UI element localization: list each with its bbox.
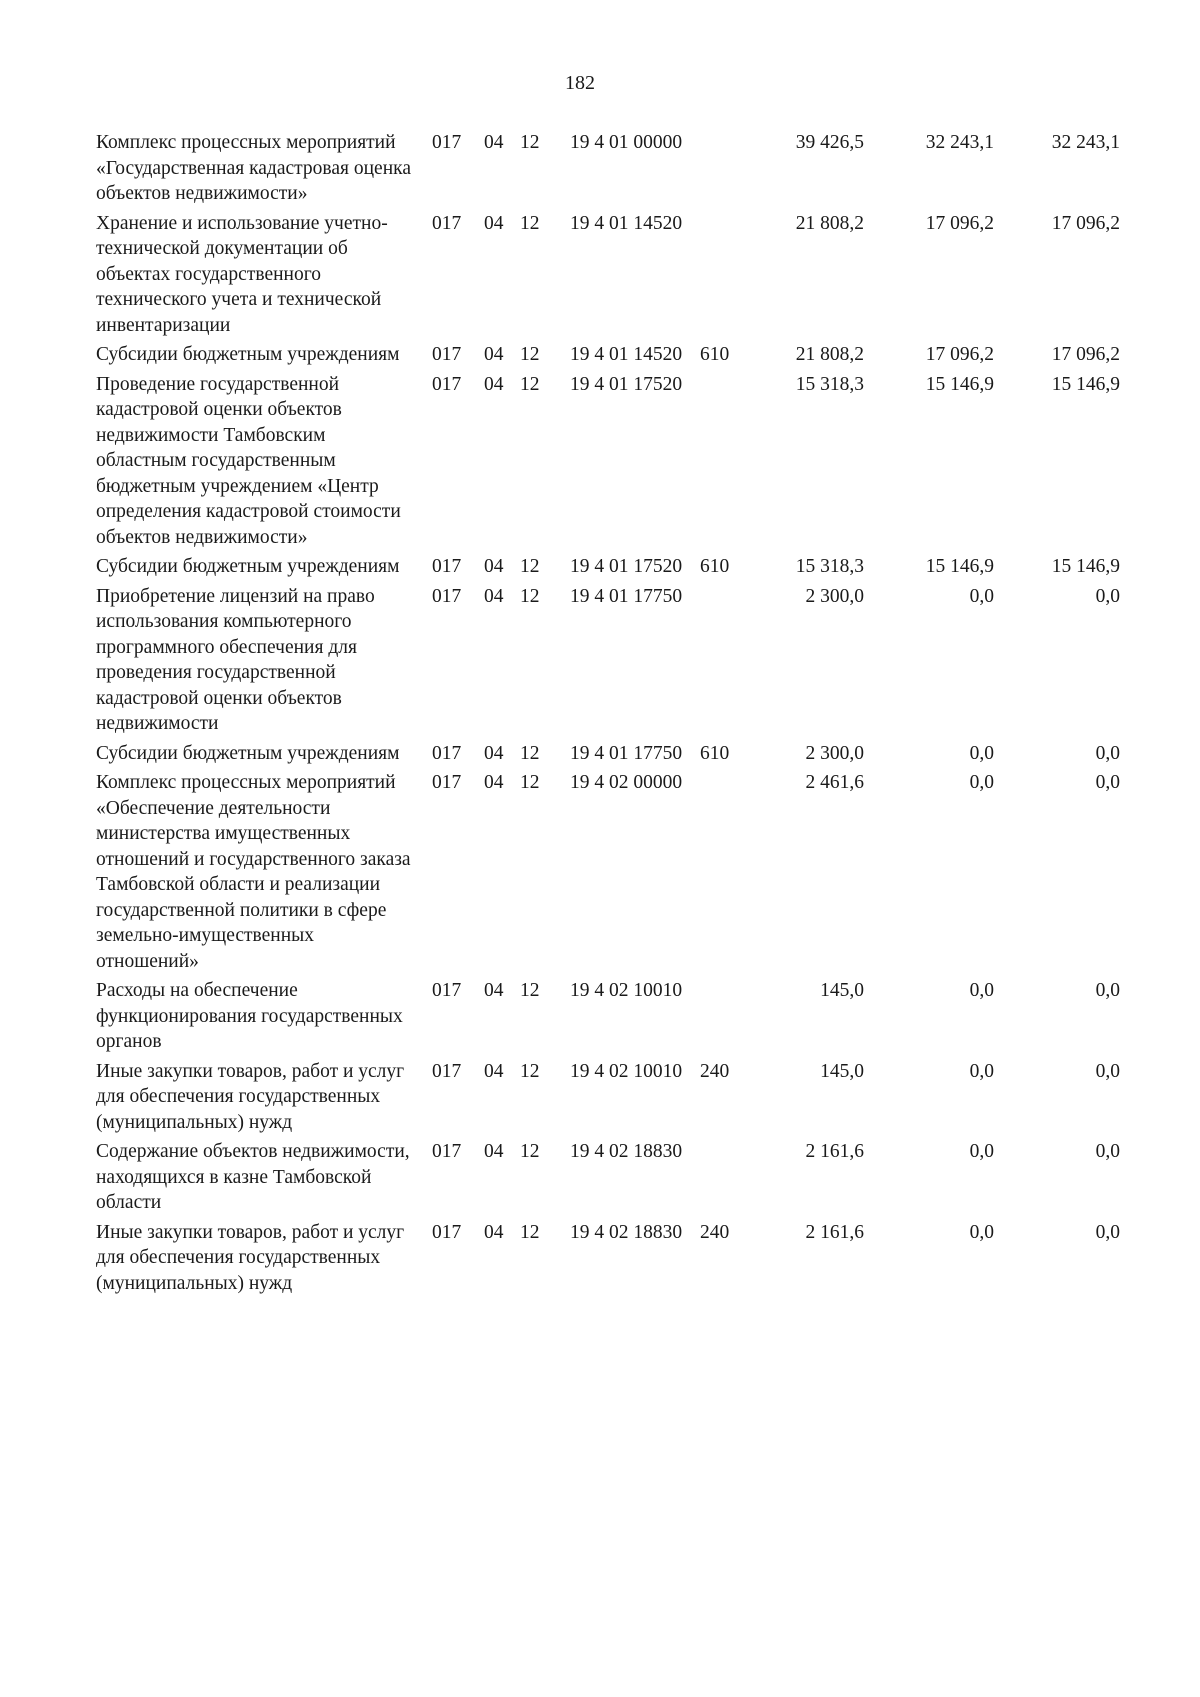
row-amount-3: 0,0 [1095, 1141, 1120, 1162]
row-grbs: 017 [432, 132, 462, 153]
table-row [96, 554, 1176, 580]
row-name: Субсидии бюджетным учреждениям [96, 556, 400, 577]
row-grbs: 017 [432, 344, 462, 365]
row-amount-3: 0,0 [1095, 980, 1120, 1001]
row-target-article: 19 4 02 10010 [570, 980, 683, 1001]
table-row [96, 770, 1176, 974]
row-expense-type: 610 [700, 742, 730, 764]
row-amount-1: 21 808,2 [795, 212, 864, 234]
row-subsection: 12 [520, 1060, 540, 1082]
row-amount-2: 0,0 [969, 742, 994, 764]
row-amount-2: 32 243,1 [925, 132, 994, 153]
row-subsection: 12 [520, 132, 540, 153]
row-amount-1: 15 318,3 [795, 373, 864, 395]
row-grbs: 017 [432, 772, 462, 793]
budget-table [96, 130, 1176, 1296]
row-amount-1: 2 161,6 [805, 1221, 864, 1243]
row-amount-1: 2 300,0 [805, 742, 864, 764]
row-name: Расходы на обеспечение функционирования государственных органов [96, 980, 403, 1052]
row-amount-3: 0,0 [1095, 772, 1120, 793]
table-row [96, 372, 1176, 551]
row-target-article: 19 4 01 14520 [570, 344, 683, 365]
row-section: 04 [484, 556, 504, 577]
row-name: Субсидии бюджетным учреждениям [96, 742, 400, 764]
row-subsection: 12 [520, 585, 540, 607]
row-grbs: 017 [432, 373, 462, 395]
row-grbs: 017 [432, 980, 462, 1001]
row-amount-3: 0,0 [1095, 742, 1120, 764]
row-amount-1: 15 318,3 [795, 556, 864, 577]
row-subsection: 12 [520, 772, 540, 793]
row-subsection: 12 [520, 1221, 540, 1243]
row-target-article: 19 4 01 00000 [570, 132, 683, 153]
row-amount-1: 21 808,2 [795, 344, 864, 365]
row-target-article: 19 4 01 17750 [570, 585, 683, 607]
row-amount-3: 15 146,9 [1051, 556, 1120, 577]
row-subsection: 12 [520, 980, 540, 1001]
row-amount-3: 32 243,1 [1051, 132, 1120, 153]
row-name: Иные закупки товаров, работ и услуг для обеспечения государственных (муниципальных) нужд [96, 1221, 405, 1294]
row-amount-2: 15 146,9 [925, 556, 994, 577]
table-row [96, 342, 1176, 368]
table-row [96, 741, 1176, 767]
row-section: 04 [484, 1221, 504, 1243]
row-amount-2: 17 096,2 [925, 212, 994, 234]
row-name: Приобретение лицензий на право использования компьютерного программного обеспечения для проведения государственной кадастровой оценки объектов недвижимости [96, 585, 375, 734]
row-amount-2: 0,0 [969, 1141, 994, 1162]
row-amount-2: 0,0 [969, 980, 994, 1001]
row-grbs: 017 [432, 742, 462, 764]
row-target-article: 19 4 01 17520 [570, 373, 683, 395]
row-section: 04 [484, 1141, 504, 1162]
row-subsection: 12 [520, 373, 540, 395]
table-row [96, 1139, 1176, 1216]
row-section: 04 [484, 212, 504, 234]
row-subsection: 12 [520, 556, 540, 577]
table-row [96, 978, 1176, 1055]
row-section: 04 [484, 1060, 504, 1082]
row-section: 04 [484, 772, 504, 793]
row-target-article: 19 4 02 18830 [570, 1221, 683, 1243]
row-section: 04 [484, 742, 504, 764]
row-grbs: 017 [432, 212, 462, 234]
row-name: Комплекс процессных мероприятий «Обеспечение деятельности министерства имущественных отношений и государственного заказа Тамбовской области и реализации государственной политики в сфере земельно-имущественных отношений» [96, 772, 411, 972]
table-row [96, 130, 1176, 207]
row-subsection: 12 [520, 212, 540, 234]
row-grbs: 017 [432, 1141, 462, 1162]
row-target-article: 19 4 02 00000 [570, 772, 683, 793]
row-amount-3: 15 146,9 [1051, 373, 1120, 395]
row-amount-1: 145,0 [820, 980, 864, 1001]
row-expense-type: 240 [700, 1221, 730, 1243]
row-amount-2: 0,0 [969, 772, 994, 793]
row-amount-1: 2 461,6 [805, 772, 864, 793]
row-amount-2: 0,0 [969, 1221, 994, 1243]
row-amount-2: 0,0 [969, 585, 994, 607]
row-amount-2: 0,0 [969, 1060, 994, 1082]
row-amount-2: 15 146,9 [925, 373, 994, 395]
row-expense-type: 610 [700, 344, 730, 365]
row-amount-3: 0,0 [1095, 585, 1120, 607]
row-section: 04 [484, 585, 504, 607]
row-target-article: 19 4 02 18830 [570, 1141, 683, 1162]
row-name: Содержание объектов недвижимости, находящихся в казне Тамбовской области [96, 1141, 410, 1213]
table-row [96, 1220, 1176, 1297]
row-expense-type: 240 [700, 1060, 730, 1082]
row-grbs: 017 [432, 556, 462, 577]
row-amount-2: 17 096,2 [925, 344, 994, 365]
row-section: 04 [484, 373, 504, 395]
row-amount-3: 0,0 [1095, 1060, 1120, 1082]
row-subsection: 12 [520, 742, 540, 764]
row-name: Иные закупки товаров, работ и услуг для обеспечения государственных (муниципальных) нужд [96, 1060, 405, 1133]
row-amount-3: 17 096,2 [1051, 344, 1120, 365]
row-amount-1: 39 426,5 [795, 132, 864, 153]
row-amount-1: 2 300,0 [805, 585, 864, 607]
table-row [96, 1059, 1176, 1136]
table-row [96, 584, 1176, 737]
row-subsection: 12 [520, 1141, 540, 1162]
row-amount-1: 145,0 [820, 1060, 864, 1082]
row-amount-3: 17 096,2 [1051, 212, 1120, 234]
row-section: 04 [484, 344, 504, 365]
row-grbs: 017 [432, 1060, 462, 1082]
table-row [96, 211, 1176, 339]
row-section: 04 [484, 132, 504, 153]
row-name: Проведение государственной кадастровой оценки объектов недвижимости Тамбовским областным государственным бюджетным учреждением «Центр определения кадастровой стоимости объектов недвижимости» [96, 373, 401, 548]
row-name: Комплекс процессных мероприятий «Государственная кадастровая оценка объектов недвижимости» [96, 132, 411, 204]
row-amount-3: 0,0 [1095, 1221, 1120, 1243]
row-expense-type: 610 [700, 556, 730, 577]
row-target-article: 19 4 01 17520 [570, 556, 683, 577]
row-section: 04 [484, 980, 504, 1001]
row-name: Субсидии бюджетным учреждениям [96, 344, 400, 365]
row-target-article: 19 4 02 10010 [570, 1060, 683, 1082]
row-name: Хранение и использование учетно-технической документации об объектах государственного технического учета и технической инвентаризации [96, 212, 388, 336]
page-number: 182 [565, 72, 595, 94]
row-subsection: 12 [520, 344, 540, 365]
row-target-article: 19 4 01 17750 [570, 742, 683, 764]
row-grbs: 017 [432, 585, 462, 607]
row-target-article: 19 4 01 14520 [570, 212, 683, 234]
row-grbs: 017 [432, 1221, 462, 1243]
row-amount-1: 2 161,6 [805, 1141, 864, 1162]
